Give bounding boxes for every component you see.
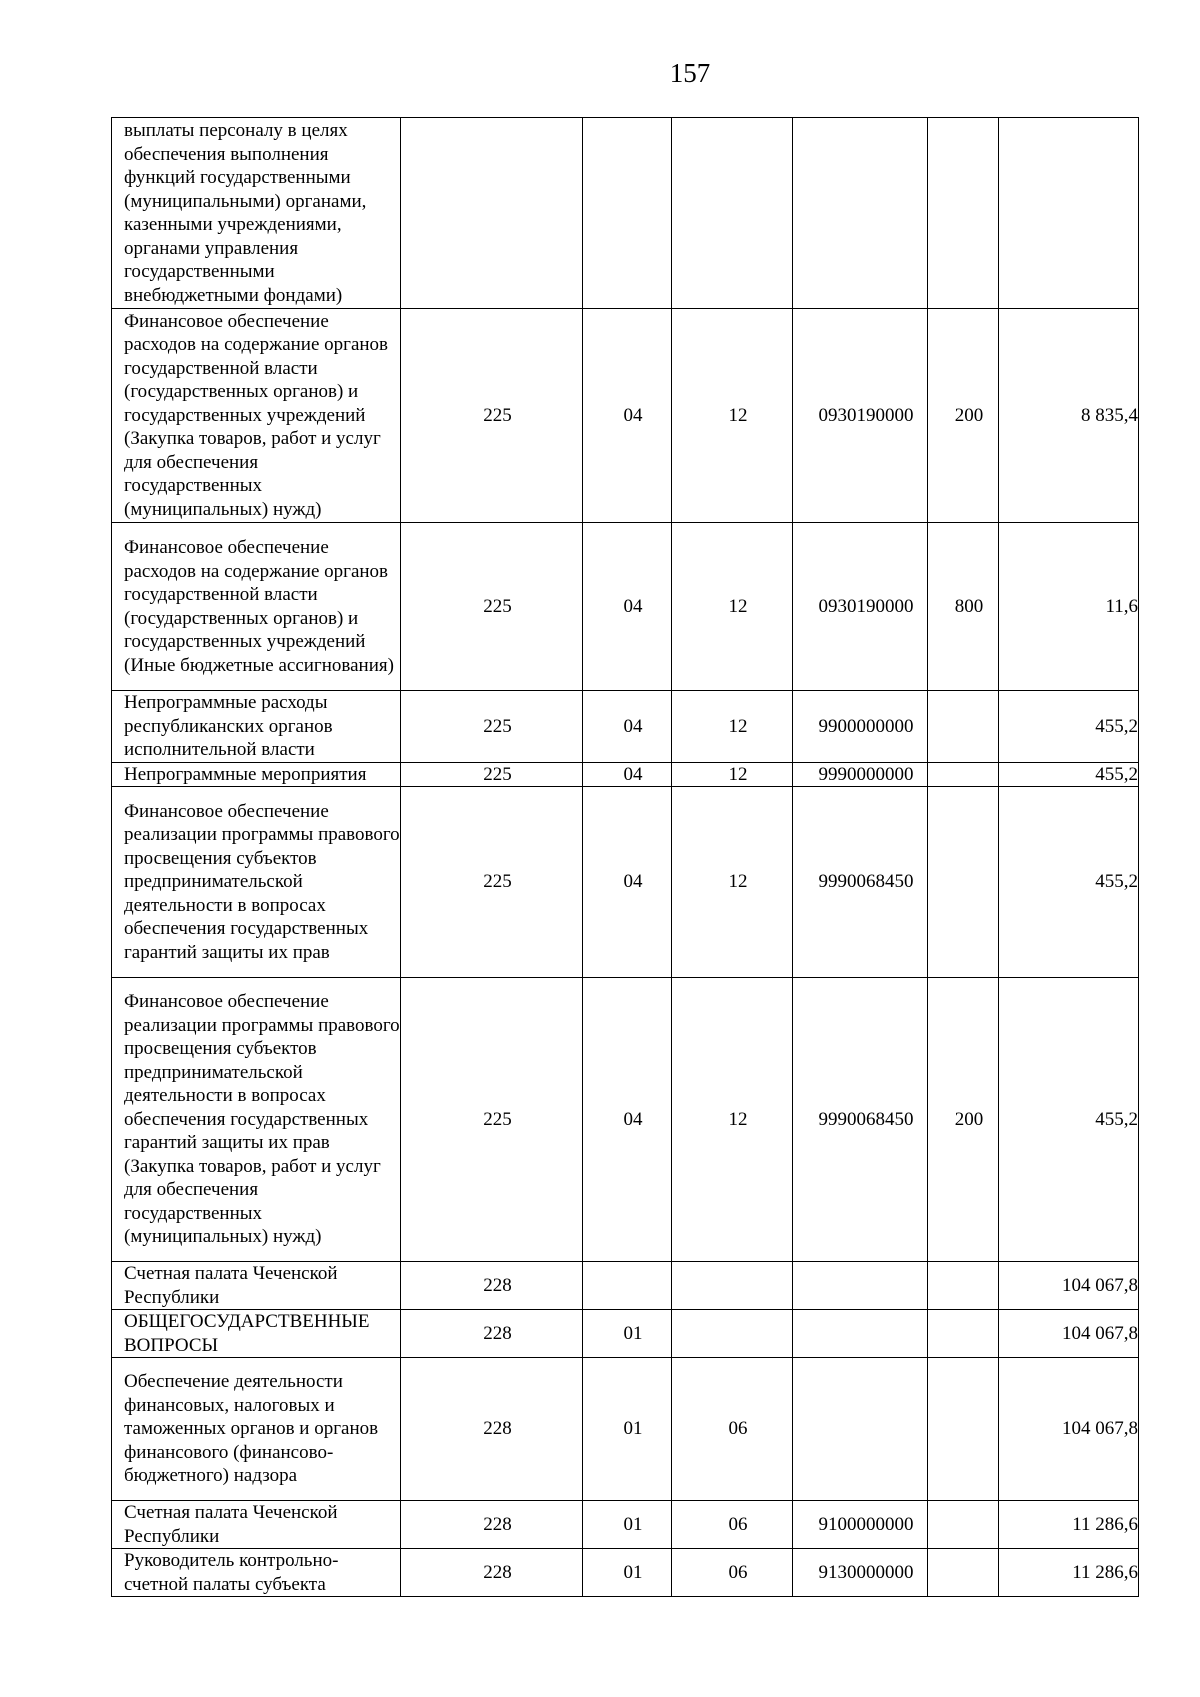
table-row [112,978,1139,1262]
row-pr [672,1262,793,1310]
row-name: Финансовое обеспечение расходов на содержание органов государственной власти (государственных органов) и государственных учреждений (Закупка товаров, работ и услуг для обеспечения государственных (муниципальных) нужд) [112,309,401,523]
row-sum: 8 835,4 [999,309,1139,523]
row-ved [401,118,583,309]
table-row [112,118,1139,309]
table-row [112,523,1139,691]
row-rz [583,118,672,309]
row-sum: 455,2 [999,762,1139,787]
row-rz: 04 [583,762,672,787]
table-row [112,1310,1139,1358]
row-sum: 104 067,8 [999,1262,1139,1310]
row-sum: 455,2 [999,691,1139,763]
row-csr: 0930190000 [793,523,928,691]
table-row [112,762,1139,787]
row-ved: 228 [401,1358,583,1501]
row-ved: 225 [401,523,583,691]
row-ved: 228 [401,1262,583,1310]
row-csr: 9900000000 [793,691,928,763]
row-pr: 12 [672,762,793,787]
row-rz: 04 [583,309,672,523]
row-vr [928,787,999,978]
row-vr: 800 [928,523,999,691]
row-rz [583,1262,672,1310]
row-sum: 11 286,6 [999,1549,1139,1597]
row-csr: 0930190000 [793,309,928,523]
row-sum: 104 067,8 [999,1358,1139,1501]
row-vr [928,1501,999,1549]
row-pr: 12 [672,978,793,1262]
row-csr: 9990000000 [793,762,928,787]
row-vr [928,762,999,787]
table-row [112,1262,1139,1310]
table-row [112,691,1139,763]
row-csr: 9130000000 [793,1549,928,1597]
row-vr [928,1549,999,1597]
row-csr: 9100000000 [793,1501,928,1549]
row-vr [928,1358,999,1501]
budget-table-body [112,118,1139,1597]
row-csr: 9990068450 [793,787,928,978]
row-ved: 225 [401,978,583,1262]
row-sum: 455,2 [999,978,1139,1262]
row-sum: 11,6 [999,523,1139,691]
row-rz: 01 [583,1310,672,1358]
row-name: Обеспечение деятельности финансовых, налоговых и таможенных органов и органов финансового (финансово-бюджетного) надзора [112,1358,401,1501]
row-pr [672,1310,793,1358]
row-rz: 01 [583,1501,672,1549]
table-row [112,1501,1139,1549]
row-csr: 9990068450 [793,978,928,1262]
row-ved: 225 [401,309,583,523]
row-pr: 06 [672,1358,793,1501]
row-name: Финансовое обеспечение расходов на содержание органов государственной власти (государственных органов) и государственных учреждений (Иные бюджетные ассигнования) [112,523,401,691]
row-sum [999,118,1139,309]
row-name: Счетная палата Чеченской Республики [112,1262,401,1310]
row-name: Руководитель контрольно-счетной палаты субъекта [112,1549,401,1597]
page-number: 157 [669,58,711,88]
row-name: выплаты персоналу в целях обеспечения выполнения функций государственными (муниципальными) органами, казенными учреждениями, органами управления государственными внебюджетными фондами) [112,118,401,309]
row-vr: 200 [928,978,999,1262]
row-csr [793,1358,928,1501]
row-ved: 225 [401,787,583,978]
row-pr: 12 [672,787,793,978]
row-ved: 225 [401,762,583,787]
budget-table [111,117,1139,1597]
row-vr [928,118,999,309]
row-ved: 228 [401,1310,583,1358]
row-sum: 104 067,8 [999,1310,1139,1358]
table-row [112,309,1139,523]
row-rz: 04 [583,787,672,978]
row-ved: 228 [401,1501,583,1549]
table-row [112,1549,1139,1597]
row-rz: 04 [583,523,672,691]
table-row [112,1358,1139,1501]
row-rz: 01 [583,1358,672,1501]
row-csr [793,1262,928,1310]
row-csr [793,1310,928,1358]
row-vr [928,1262,999,1310]
row-pr: 12 [672,691,793,763]
row-vr: 200 [928,309,999,523]
row-name: Непрограммные расходы республиканских органов исполнительной власти [112,691,401,763]
row-vr [928,691,999,763]
row-name: ОБЩЕГОСУДАРСТВЕННЫЕ ВОПРОСЫ [112,1310,401,1358]
row-vr [928,1310,999,1358]
row-name: Непрограммные мероприятия [112,762,401,787]
row-csr [793,118,928,309]
row-pr: 12 [672,523,793,691]
table-row [112,787,1139,978]
row-pr: 06 [672,1549,793,1597]
row-rz: 01 [583,1549,672,1597]
row-sum: 455,2 [999,787,1139,978]
row-ved: 228 [401,1549,583,1597]
row-name: Счетная палата Чеченской Республики [112,1501,401,1549]
row-rz: 04 [583,691,672,763]
row-pr: 06 [672,1501,793,1549]
row-name: Финансовое обеспечение реализации программы правового просвещения субъектов предпринимательской деятельности в вопросах обеспечения государственных гарантий защиты их прав (Закупка товаров, работ и услуг для обеспечения государственных (муниципальных) нужд) [112,978,401,1262]
row-name: Финансовое обеспечение реализации программы правового просвещения субъектов предпринимательской деятельности в вопросах обеспечения государственных гарантий защиты их прав [112,787,401,978]
row-rz: 04 [583,978,672,1262]
row-pr [672,118,793,309]
row-ved: 225 [401,691,583,763]
row-pr: 12 [672,309,793,523]
row-sum: 11 286,6 [999,1501,1139,1549]
